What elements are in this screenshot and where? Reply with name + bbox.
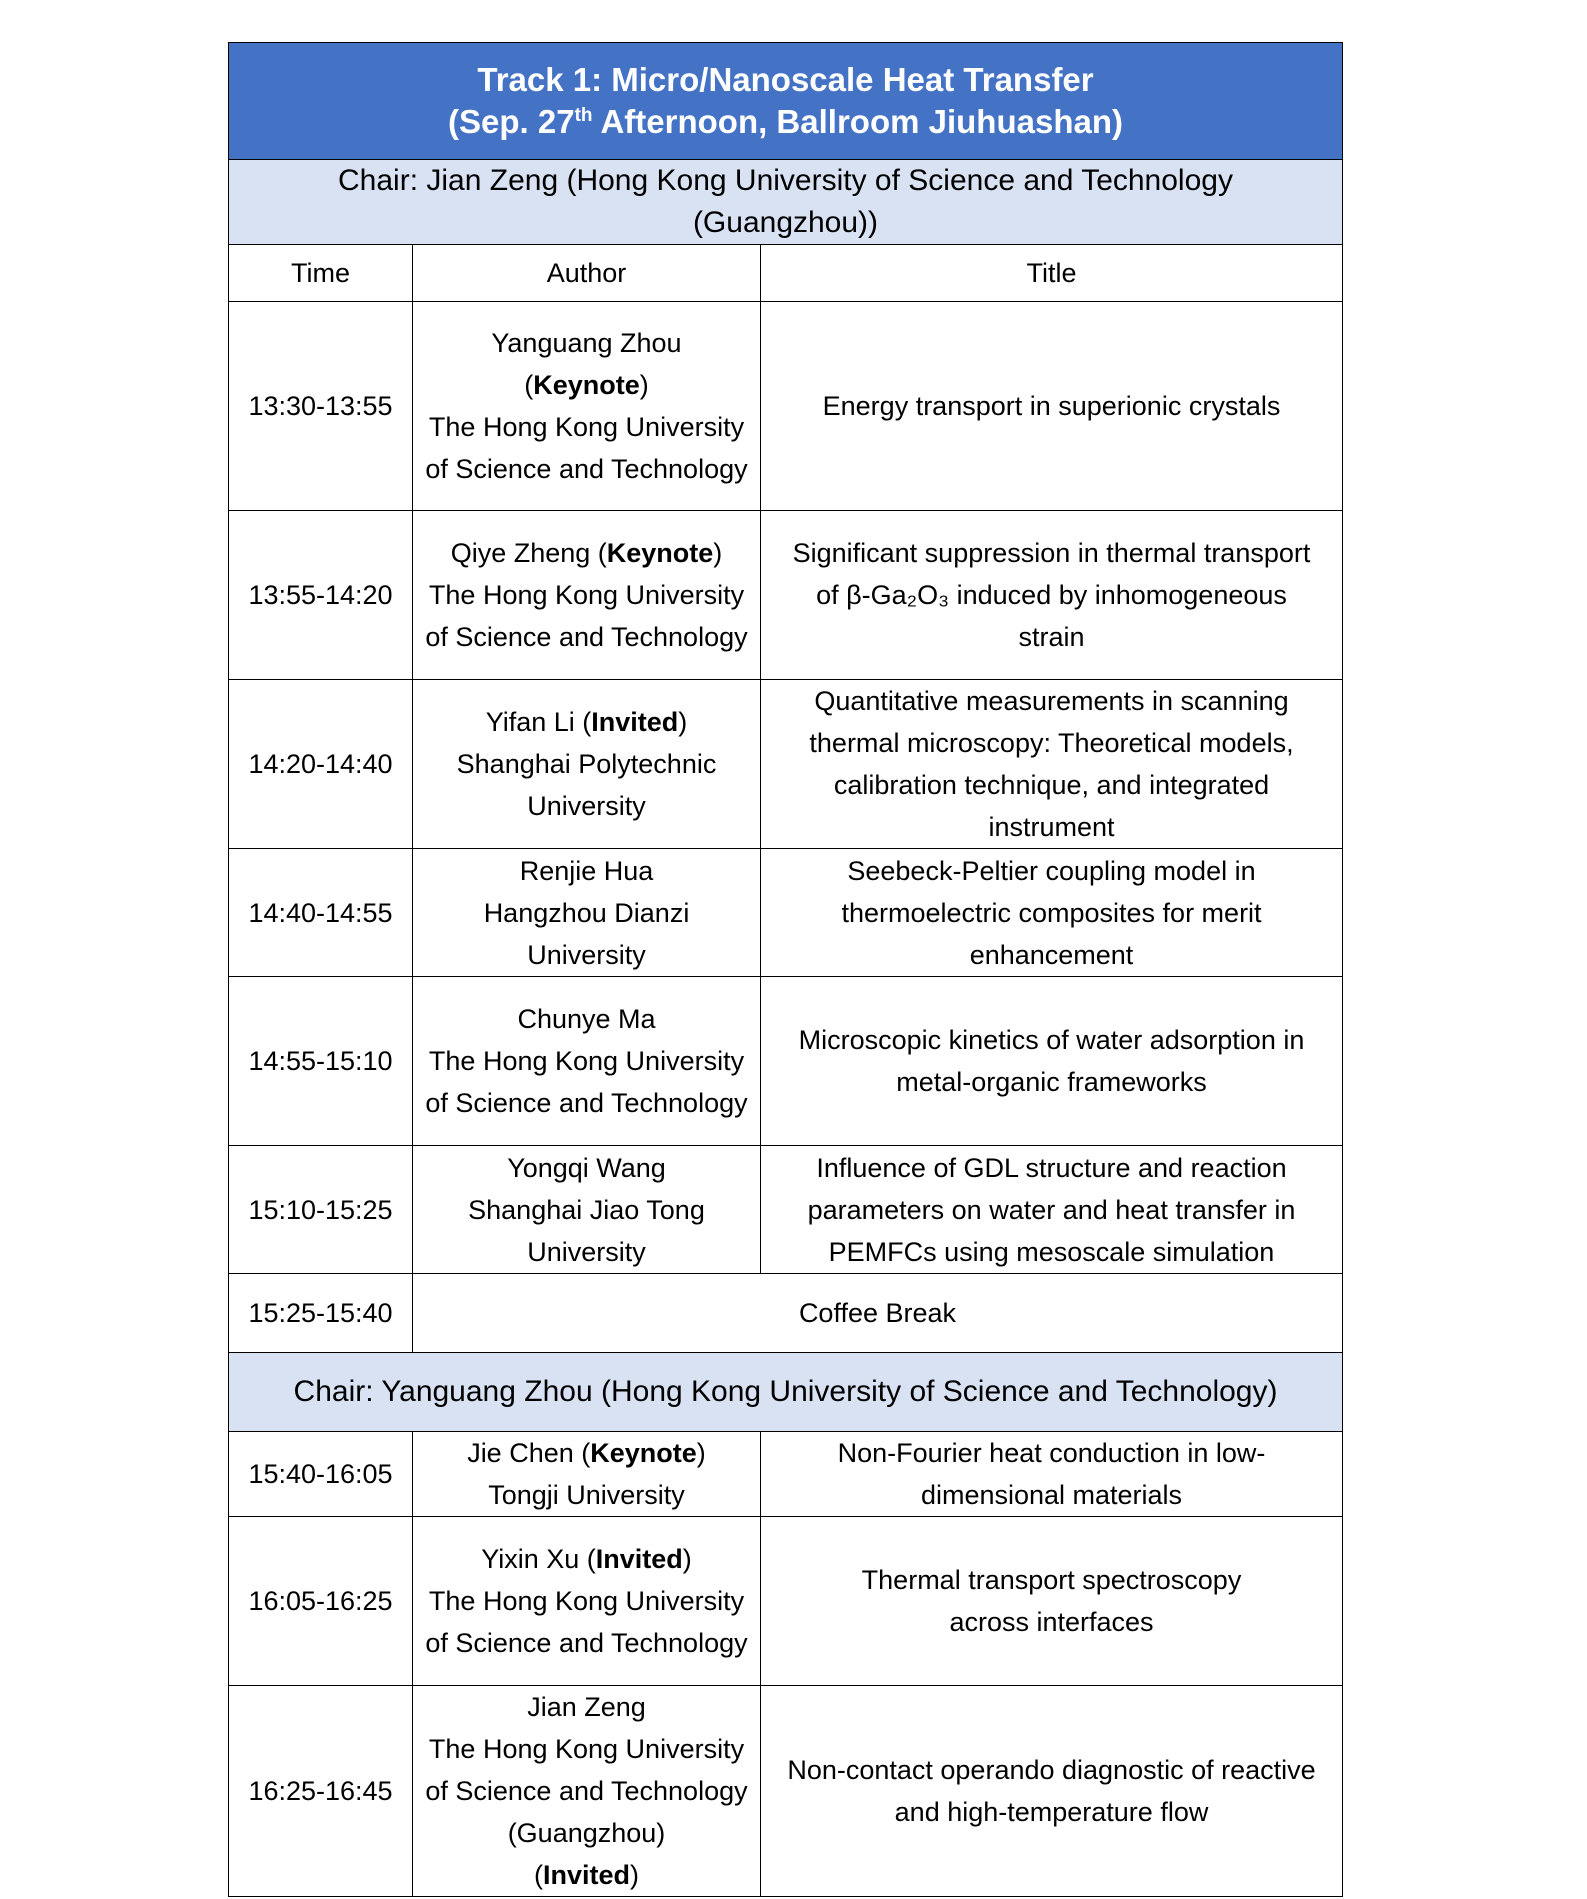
time-cell: 15:10-15:25 xyxy=(229,1146,413,1274)
title-cell: Influence of GDL structure and reaction parameters on water and heat transfer in PEMFCs using mesoscale simulation xyxy=(761,1146,1343,1274)
time-cell: 15:40-16:05 xyxy=(229,1432,413,1517)
author-cell xyxy=(413,849,761,977)
break-row xyxy=(229,1274,1343,1353)
author-cell xyxy=(413,302,761,511)
chair-row-2 xyxy=(229,1353,1343,1432)
table-row xyxy=(229,1686,1343,1897)
break-label: Coffee Break xyxy=(413,1274,1343,1353)
author-name: Yanguang Zhou xyxy=(491,328,682,358)
author-affiliation: The Hong Kong University of Science and Technology xyxy=(425,1046,748,1118)
table-row xyxy=(229,302,1343,511)
col-header-time: Time xyxy=(229,245,413,302)
time-cell: 14:40-14:55 xyxy=(229,849,413,977)
author-name: Yongqi Wang xyxy=(507,1152,666,1183)
title-cell: Microscopic kinetics of water adsorption in metal-organic frameworks xyxy=(761,977,1343,1146)
chair-row-1 xyxy=(229,160,1343,245)
author-name-role: Yixin Xu (Invited) xyxy=(481,1544,692,1574)
title-cell: Non-Fourier heat conduction in low-dimensional materials xyxy=(761,1432,1343,1517)
author-name: Jian Zeng xyxy=(527,1692,646,1722)
break-time-cell: 15:25-15:40 xyxy=(229,1274,413,1353)
time-cell: 16:25-16:45 xyxy=(229,1686,413,1897)
author-cell xyxy=(413,511,761,680)
time-cell: 13:55-14:20 xyxy=(229,511,413,680)
table-row xyxy=(229,1146,1343,1274)
author-name-role: Yifan Li (Invited) xyxy=(485,707,688,737)
schedule-table xyxy=(228,42,1343,1897)
author-role: (Keynote) xyxy=(524,370,649,400)
author-affiliation: Shanghai Jiao Tong University xyxy=(468,1194,705,1267)
author-role: (Invited) xyxy=(533,1860,639,1890)
author-cell xyxy=(413,1517,761,1686)
author-affiliation: Tongji University xyxy=(488,1480,685,1510)
table-row xyxy=(229,1517,1343,1686)
title-cell: Energy transport in superionic crystals xyxy=(761,302,1343,511)
author-affiliation: The Hong Kong University of Science and Technology xyxy=(425,580,748,652)
author-affiliation: Shanghai Polytechnic University xyxy=(456,749,717,821)
table-row xyxy=(229,511,1343,680)
title-cell: Non-contact operando diagnostic of reactive and high-temperature flow xyxy=(761,1686,1343,1897)
column-header-row xyxy=(229,245,1343,302)
author-name: Renjie Hua xyxy=(519,855,654,886)
author-affiliation: The Hong Kong University of Science and Technology xyxy=(425,1586,748,1658)
author-affiliation: The Hong Kong University of Science and Technology xyxy=(425,412,748,484)
table-row xyxy=(229,680,1343,849)
time-cell: 16:05-16:25 xyxy=(229,1517,413,1686)
author-cell xyxy=(413,977,761,1146)
author-affiliation: The Hong Kong University of Science and Technology (Guangzhou) xyxy=(425,1734,748,1848)
superscript-th: th xyxy=(574,105,593,126)
title-cell: Significant suppression in thermal transport of β-Ga₂O₃ induced by inhomogeneous strain xyxy=(761,511,1343,680)
chair-1: Chair: Jian Zeng (Hong Kong University of Science and Technology (Guangzhou)) xyxy=(229,160,1343,245)
table-row xyxy=(229,977,1343,1146)
author-name-role: Jie Chen (Keynote) xyxy=(467,1438,706,1468)
track-header-row xyxy=(229,43,1343,160)
chair-2: Chair: Yanguang Zhou (Hong Kong University of Science and Technology) xyxy=(229,1353,1343,1432)
track-title-line1: Track 1: Micro/Nanoscale Heat Transfer xyxy=(477,61,1094,98)
author-name-role: Qiye Zheng (Keynote) xyxy=(450,538,723,568)
author-cell xyxy=(413,1686,761,1897)
author-name: Chunye Ma xyxy=(517,1004,656,1034)
title-cell: Seebeck-Peltier coupling model in thermoelectric composites for merit enhancement xyxy=(761,849,1343,977)
title-cell: Thermal transport spectroscopy across interfaces xyxy=(761,1517,1343,1686)
table-row xyxy=(229,1432,1343,1517)
time-cell: 13:30-13:55 xyxy=(229,302,413,511)
track-title-line2: (Sep. 27th Afternoon, Ballroom Jiuhuashan) xyxy=(448,103,1123,140)
time-cell: 14:20-14:40 xyxy=(229,680,413,849)
col-header-title: Title xyxy=(761,245,1343,302)
author-cell xyxy=(413,1146,761,1274)
author-cell xyxy=(413,680,761,849)
col-header-author: Author xyxy=(413,245,761,302)
track-title xyxy=(229,43,1343,160)
author-cell xyxy=(413,1432,761,1517)
time-cell: 14:55-15:10 xyxy=(229,977,413,1146)
table-row xyxy=(229,849,1343,977)
title-cell: Quantitative measurements in scanning thermal microscopy: Theoretical models, calibration technique, and integrated instrument xyxy=(761,680,1343,849)
author-affiliation: Hangzhou Dianzi University xyxy=(483,897,690,970)
